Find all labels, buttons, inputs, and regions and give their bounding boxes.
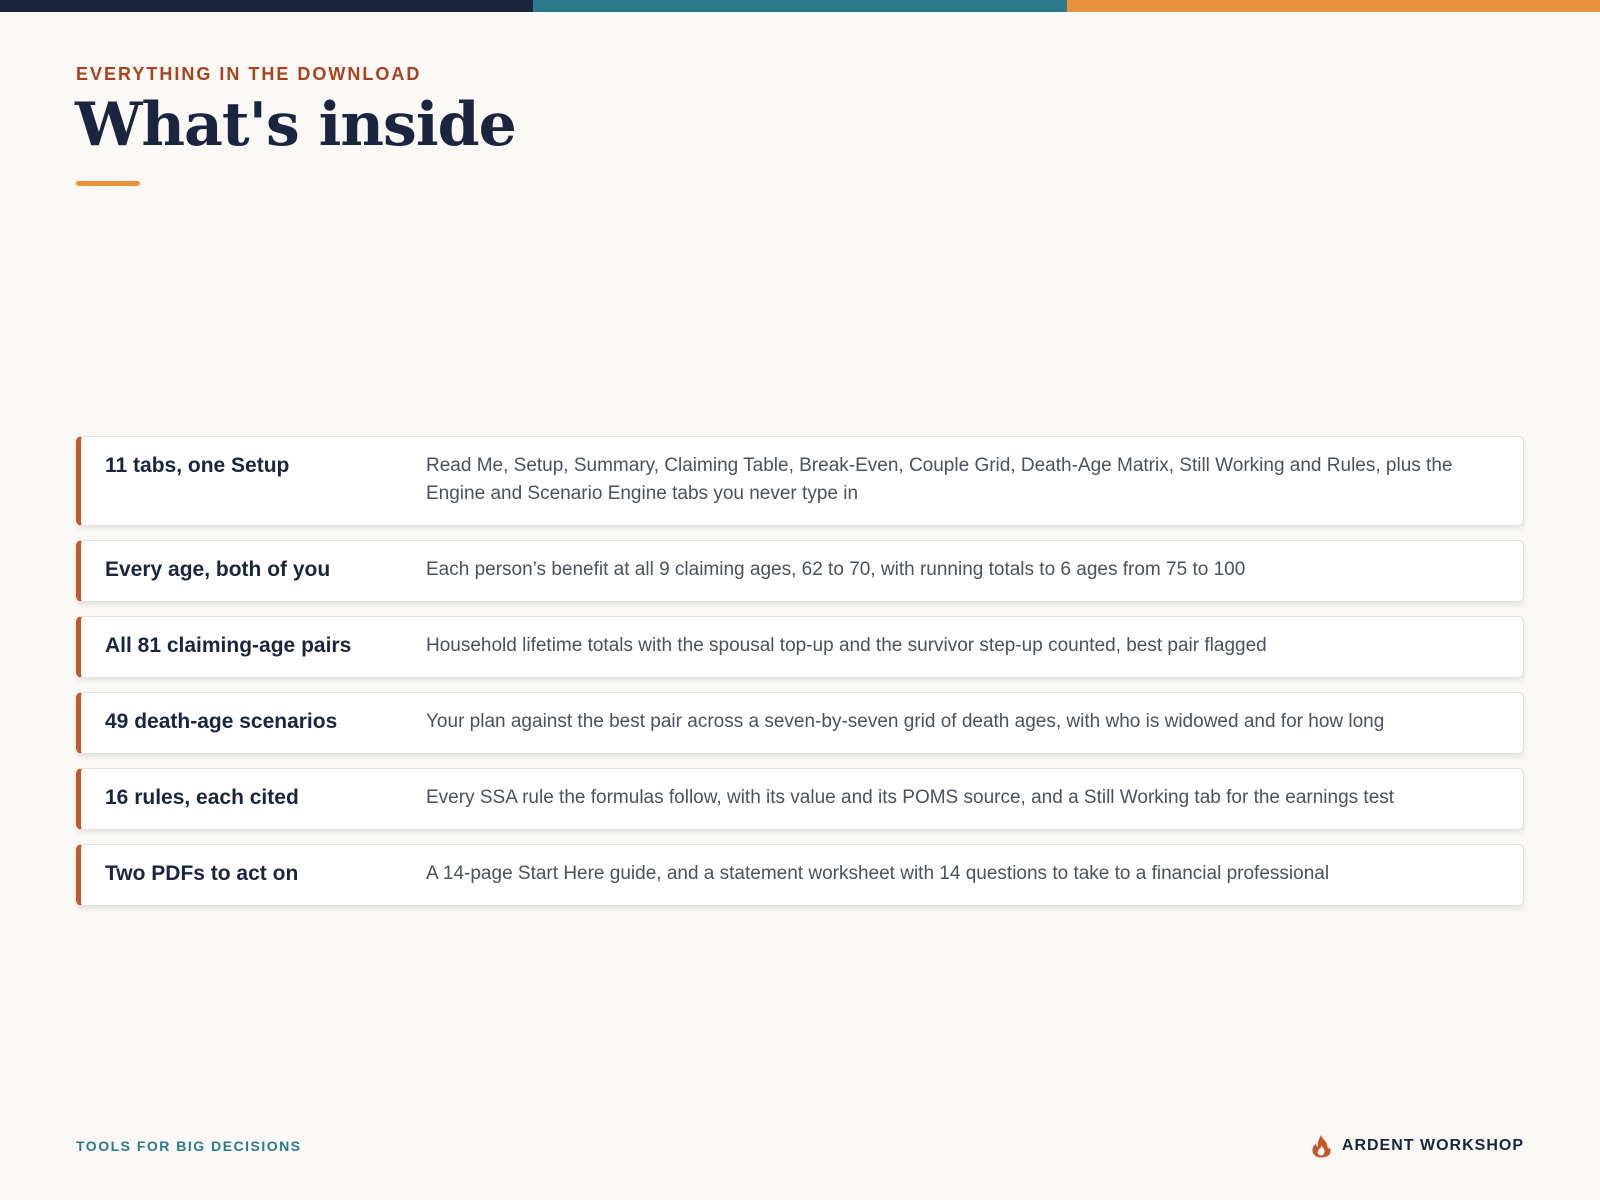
feature-label: Two PDFs to act on <box>105 862 299 885</box>
flame-icon <box>1310 1134 1332 1158</box>
feature-row <box>76 540 1524 602</box>
feature-description: A 14-page Start Here guide, and a statement worksheet with 14 questions to take to a financial professional <box>426 863 1330 884</box>
feature-label: All 81 claiming-age pairs <box>105 634 352 657</box>
feature-row <box>76 436 1524 526</box>
feature-row <box>76 768 1524 830</box>
feature-description: Household lifetime totals with the spousal top-up and the survivor step-up counted, best pair flagged <box>426 635 1267 656</box>
feature-label: 16 rules, each cited <box>105 786 299 809</box>
title-underline <box>76 181 140 186</box>
accent-bar-orange <box>1067 0 1600 12</box>
feature-description: Read Me, Setup, Summary, Claiming Table, Break-Even, Couple Grid, Death-Age Matrix, Still Working and Rules, plus the Engine and Scenario Engine tabs you never type in <box>426 455 1453 504</box>
feature-label: 49 death-age scenarios <box>105 710 338 733</box>
footer-tagline: TOOLS FOR BIG DECISIONS <box>76 1138 302 1154</box>
feature-row <box>76 616 1524 678</box>
footer-brand <box>1310 1134 1524 1158</box>
top-accent-bar <box>0 0 1600 12</box>
feature-row <box>76 692 1524 754</box>
feature-description: Your plan against the best pair across a seven-by-seven grid of death ages, with who is widowed and for how long <box>426 711 1385 732</box>
page-title: What's inside <box>75 90 516 160</box>
feature-description: Every SSA rule the formulas follow, with its value and its POMS source, and a Still Working tab for the earnings test <box>426 787 1395 808</box>
feature-row <box>76 844 1524 906</box>
brand-name: ARDENT WORKSHOP <box>1341 1137 1524 1154</box>
feature-label: 11 tabs, one Setup <box>105 454 290 477</box>
feature-list <box>76 436 1524 920</box>
feature-label: Every age, both of you <box>105 558 331 581</box>
accent-bar-teal <box>533 0 1066 12</box>
feature-description: Each person’s benefit at all 9 claiming ages, 62 to 70, with running totals to 6 ages from 75 to 100 <box>426 559 1246 580</box>
accent-bar-navy <box>0 0 533 12</box>
section-eyebrow: EVERYTHING IN THE DOWNLOAD <box>76 64 422 84</box>
